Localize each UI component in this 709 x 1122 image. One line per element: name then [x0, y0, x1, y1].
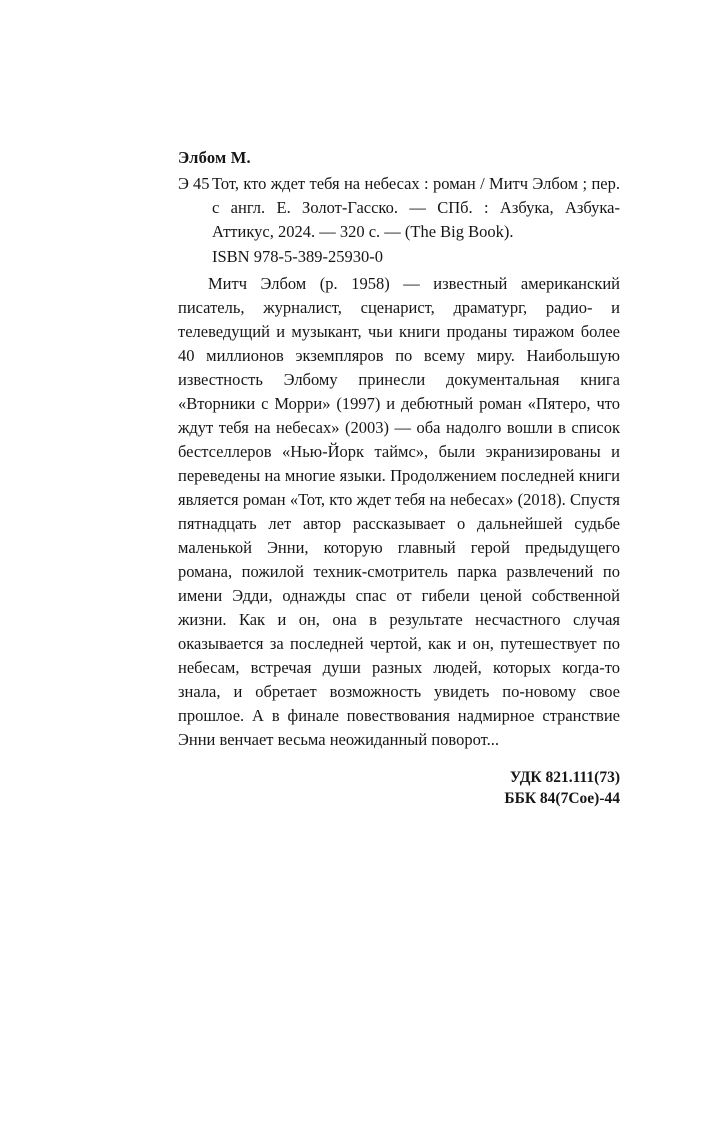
- udk-code: УДК 821.111(73): [509, 768, 620, 786]
- cip-block: [178, 148, 620, 810]
- shelf-mark: Э 45: [178, 174, 210, 193]
- bibliographic-record: [178, 172, 620, 244]
- author-heading: Элбом М.: [178, 148, 251, 167]
- classification-codes: [178, 768, 620, 810]
- bibliographic-description: Тот, кто ждет тебя на небесах : роман / Митч Элбом ; пер. с англ. Е. Золот-Гасско. — СПб. : Азбука, Азбука-Аттикус, 2024. — 320 с. — (The Big Book).: [212, 174, 620, 241]
- bbk-code: ББК 84(7Сое)-44: [504, 789, 620, 807]
- isbn: ISBN 978-5-389-25930-0: [212, 246, 383, 266]
- annotation-text: Митч Элбом (р. 1958) — известный американский писатель, журналист, сценарист, драматург, радио- и телеведущий и музыкант, чьи книги проданы тиражом более 40 миллионов экземпляров по всему миру. Наибольшую известность Элбому принесли документальная книга «Вторники с Морри» (1997) и дебютный роман «Пятеро, что ждут тебя на небесах» (2003) — оба надолго вошли в список бестселлеров «Нью-Йорк таймс», были экранизированы и переведены на многие языки. Продолжением последней книги является роман «Тот, кто ждет тебя на небесах» (2018). Спустя пятнадцать лет автор рассказывает о дальнейшей судьбе маленькой Энни, которую главный герой предыдущего романа, пожилой техник-смотритель парка развлечений по имени Эдди, однажды спас от гибели ценой собственной жизни. Как и он, она в результате несчастного случая оказывается за последней чертой, как и он, путешествует по небесам, встречая души разных людей, которых когда-то знала, и обретает возможность увидеть по-новому свое прошлое. А в финале повествования надмирное странствие Энни венчает весьма неожиданный поворот...: [178, 273, 620, 749]
